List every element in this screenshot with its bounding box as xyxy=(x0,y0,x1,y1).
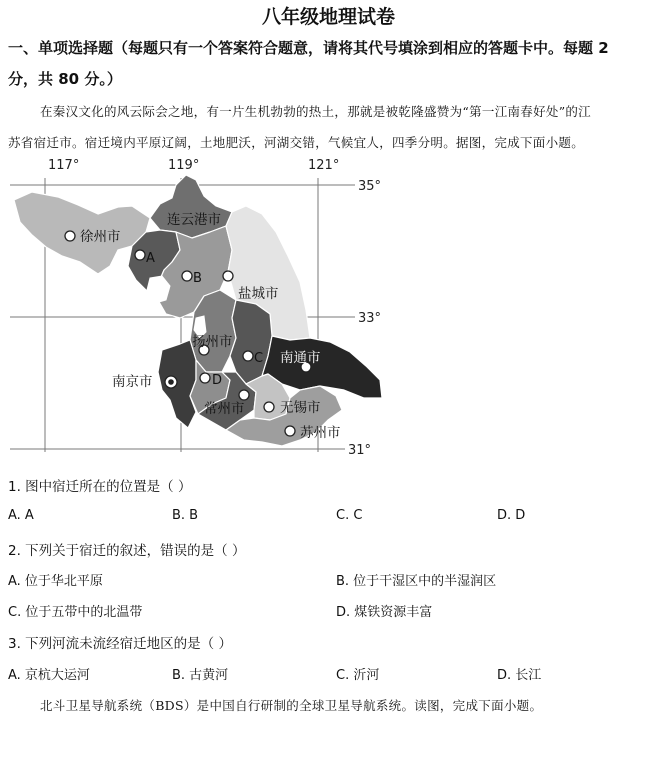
longitude-label-119: 119° xyxy=(168,158,200,173)
point-label-d: D xyxy=(212,373,223,388)
footer-intro: 北斗卫星导航系统（BDS）是中国自行研制的全球卫星导航系统。读图，完成下面小题。 xyxy=(40,698,543,713)
question-3-stem: 3. 下列河流未流经宿迁地区的是（ ） xyxy=(8,636,232,652)
city-label-wuxi: 无锡市 xyxy=(280,400,321,416)
point-dot-c xyxy=(243,351,253,361)
section-heading-line1: 一、单项选择题（每题只有一个答案符合题意，请将其代号填涂到相应的答题卡中。每题 2 xyxy=(8,39,609,57)
question-1-option-d[interactable]: D. D xyxy=(497,508,526,523)
city-label-yangzhou: 扬州市 xyxy=(192,334,233,350)
latitude-label-31: 31° xyxy=(348,443,372,458)
latitude-label-33: 33° xyxy=(358,311,382,326)
city-label-suzhou: 苏州市 xyxy=(300,425,341,441)
city-label-yancheng: 盐城市 xyxy=(238,286,279,302)
city-dot-changzhou xyxy=(239,390,249,400)
city-dot-suzhou xyxy=(285,426,295,436)
latitude-label-35: 35° xyxy=(358,179,382,194)
question-3-option-c[interactable]: C. 沂河 xyxy=(336,668,380,683)
question-3-option-b[interactable]: B. 古黄河 xyxy=(172,668,229,683)
capital-marker-nanjing-center xyxy=(168,379,174,385)
question-1-option-a[interactable]: A. A xyxy=(8,508,34,523)
intro-line1: 在秦汉文化的风云际会之地，有一片生机勃勃的热土，那就是被乾隆盛赞为“第一江南春好处”的江 xyxy=(40,104,591,119)
question-2-option-d[interactable]: D. 煤铁资源丰富 xyxy=(336,605,433,620)
question-3-option-d[interactable]: D. 长江 xyxy=(497,668,542,683)
point-dot-a xyxy=(135,250,145,260)
point-label-c: C xyxy=(254,351,264,366)
city-label-changzhou: 常州市 xyxy=(204,401,245,417)
question-2-option-b[interactable]: B. 位于干湿区中的半湿润区 xyxy=(336,574,497,589)
city-label-nantong: 南通市 xyxy=(280,350,321,366)
point-label-a: A xyxy=(146,251,155,266)
jiangsu-map xyxy=(0,150,400,470)
longitude-label-121: 121° xyxy=(308,158,340,173)
question-1-stem: 1. 图中宿迁所在的位置是（ ） xyxy=(8,479,192,495)
city-label-nanjing: 南京市 xyxy=(112,374,153,390)
city-dot-xuzhou xyxy=(65,231,75,241)
question-2-option-a[interactable]: A. 位于华北平原 xyxy=(8,574,103,589)
city-dot-wuxi xyxy=(264,402,274,412)
question-1-option-b[interactable]: B. B xyxy=(172,508,199,523)
question-1-option-c[interactable]: C. C xyxy=(336,508,363,523)
question-2-stem: 2. 下列关于宿迁的叙述，错误的是（ ） xyxy=(8,543,246,559)
point-dot-b xyxy=(182,271,192,281)
longitude-label-117: 117° xyxy=(48,158,80,173)
intro-line2: 苏省宿迁市。宿迁境内平原辽阔，土地肥沃，河湖交错，气候宜人，四季分明。据图，完成下面小题。 xyxy=(8,135,585,150)
point-dot-d xyxy=(200,373,210,383)
point-label-b: B xyxy=(193,271,202,286)
question-3-option-a[interactable]: A. 京杭大运河 xyxy=(8,668,90,683)
city-label-lianyungang: 连云港市 xyxy=(167,212,221,228)
page-title: 八年级地理试卷 xyxy=(261,6,395,28)
question-2-option-c[interactable]: C. 位于五带中的北温带 xyxy=(8,605,143,620)
city-dot-yancheng xyxy=(223,271,233,281)
section-heading-line2: 分，共 80 分。） xyxy=(8,70,122,88)
city-label-xuzhou: 徐州市 xyxy=(80,229,121,245)
